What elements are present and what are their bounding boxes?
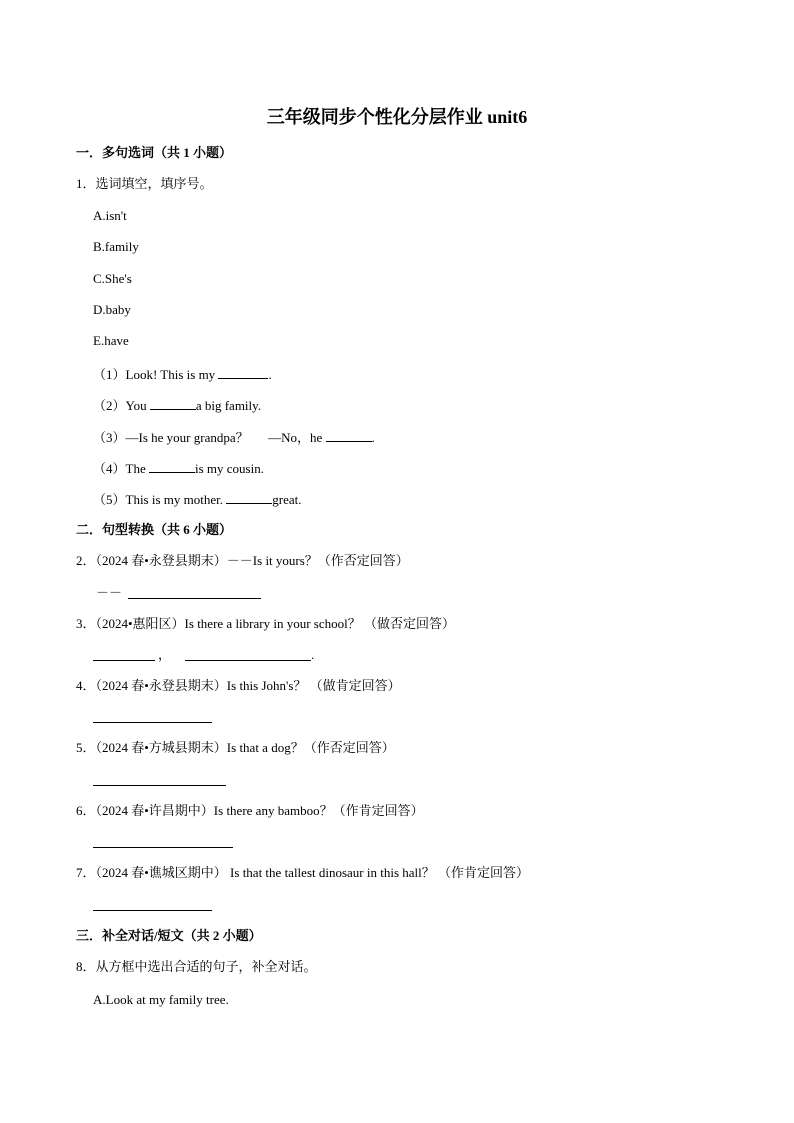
q6-answer-line[interactable] bbox=[93, 847, 233, 848]
question-4-stem: 4．（2024 春•永登县期末）Is this John's？ （做肯定回答） bbox=[76, 678, 401, 693]
section-heading-2: 二．句型转换（共 6 小题） bbox=[76, 522, 233, 537]
answer-blank[interactable] bbox=[218, 366, 268, 379]
q2-answer-line[interactable] bbox=[128, 598, 261, 599]
q1-item-5-post: great. bbox=[272, 492, 302, 507]
q1-option-c: C.She's bbox=[93, 271, 132, 286]
q3-period: . bbox=[311, 647, 315, 662]
q4-answer-line[interactable] bbox=[93, 722, 212, 723]
question-1-stem: 1．选词填空，填序号。 bbox=[76, 176, 213, 191]
question-5-stem: 5．（2024 春•方城县期末）Is that a dog？（作否定回答） bbox=[76, 740, 395, 755]
q1-item-2-pre: （2）You bbox=[93, 398, 150, 413]
question-2-stem: 2．（2024 春•永登县期末）－－Is it yours？（作否定回答） bbox=[76, 553, 409, 568]
q3-answer-line-2[interactable] bbox=[185, 660, 311, 661]
q1-option-b: B.family bbox=[93, 239, 139, 254]
answer-blank[interactable] bbox=[150, 397, 196, 410]
q2-answer-prefix: －－ bbox=[96, 585, 123, 600]
answer-blank[interactable] bbox=[149, 460, 195, 473]
question-6-stem: 6．（2024 春•许昌期中）Is there any bamboo？（作肯定回答） bbox=[76, 803, 424, 818]
q7-answer-line[interactable] bbox=[93, 910, 212, 911]
section-heading-3: 三．补全对话/短文（共 2 小题） bbox=[76, 928, 262, 943]
answer-blank[interactable] bbox=[226, 491, 272, 504]
q1-item-4 bbox=[93, 460, 264, 477]
q1-item-4-pre: （4）The bbox=[93, 461, 149, 476]
section-heading-1: 一．多句选词（共 1 小题） bbox=[76, 145, 233, 160]
q8-option-a: A.Look at my family tree. bbox=[93, 992, 229, 1007]
q3-answer-line-1[interactable] bbox=[93, 660, 155, 661]
q1-item-5-pre: （5）This is my mother. bbox=[93, 492, 227, 507]
q1-option-e: E.have bbox=[93, 333, 129, 348]
q1-item-5 bbox=[93, 491, 302, 508]
q1-item-1-pre: （1）Look! This is my bbox=[93, 367, 219, 382]
page-title: 三年级同步个性化分层作业 unit6 bbox=[266, 107, 528, 127]
q1-item-2 bbox=[93, 397, 261, 414]
question-7-stem: 7．（2024 春•谯城区期中） Is that the tallest dinosaur in this hall？ （作肯定回答） bbox=[76, 865, 530, 880]
q1-item-3 bbox=[93, 429, 375, 446]
q1-item-4-post: is my cousin. bbox=[194, 461, 264, 476]
q1-item-2-post: a big family. bbox=[195, 398, 262, 413]
q1-option-d: D.baby bbox=[93, 302, 131, 317]
question-3-stem: 3．（2024•惠阳区）Is there a library in your school？ （做否定回答） bbox=[76, 616, 455, 631]
q1-item-3-post: . bbox=[371, 430, 375, 445]
question-8-stem: 8．从方框中选出合适的句子，补全对话。 bbox=[76, 959, 317, 974]
q3-comma: ， bbox=[158, 647, 172, 662]
q1-option-a: A.isn't bbox=[93, 208, 127, 223]
q1-item-3-pre: （3）—Is he your grandpa？ —No，he bbox=[93, 430, 326, 445]
answer-blank[interactable] bbox=[326, 429, 372, 442]
q1-item-1-post: . bbox=[268, 367, 272, 382]
q1-item-1 bbox=[93, 366, 272, 383]
q5-answer-line[interactable] bbox=[93, 785, 226, 786]
